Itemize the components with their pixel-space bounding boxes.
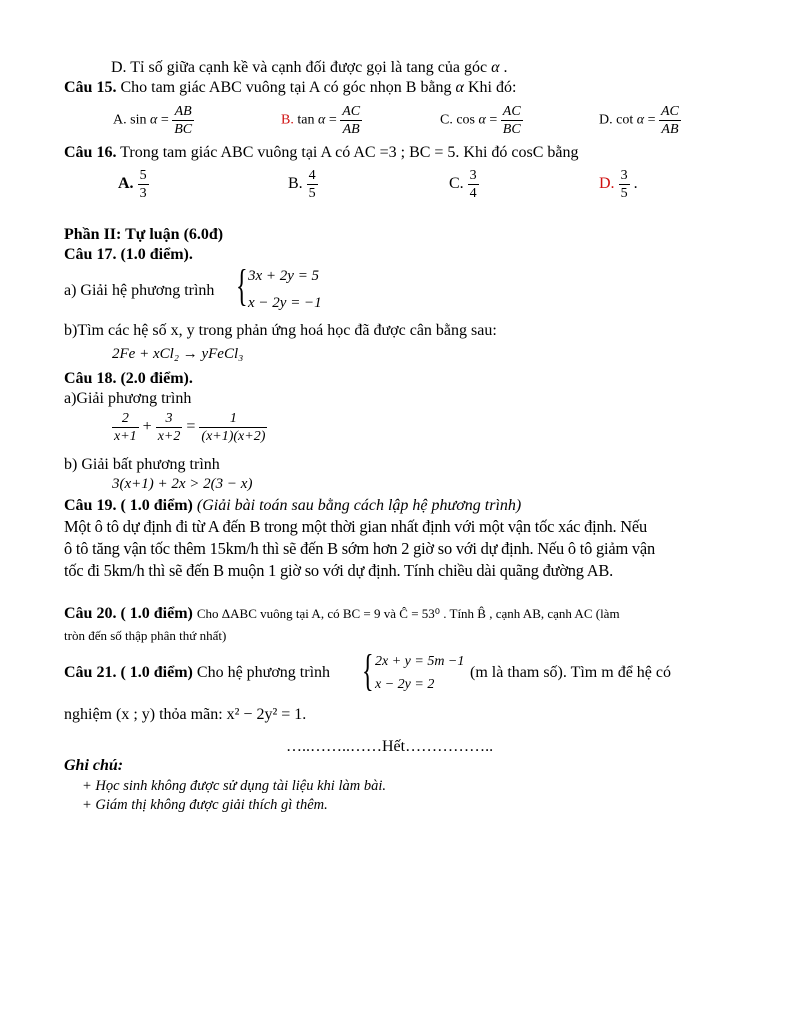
q16-option-c: C. $\frac{3}{4}$ bbox=[449, 168, 477, 201]
q16-c-fraction: $\frac{3}{4}$ bbox=[469, 168, 477, 201]
q16-stem bbox=[64, 144, 579, 162]
q21-tail: (m là tham số). Tìm m để hệ có bbox=[470, 664, 671, 681]
q18-title: Câu 18. (2.0 điểm). bbox=[64, 370, 193, 387]
q21-line2: nghiệm (x ; y) thỏa mãn: x² − 2y² = 1. bbox=[64, 706, 307, 723]
q18-inequality: 3(x+1) + 2x > 2(3 − x) bbox=[112, 476, 253, 492]
q19-header bbox=[64, 497, 521, 515]
q21-text: Cho hệ phương trình bbox=[196, 664, 331, 681]
q20-text2: tròn đến số thập phân thứ nhất) bbox=[64, 628, 227, 643]
part2-title: Phần II: Tự luận (6.0đ) bbox=[64, 226, 224, 243]
q17-a-text: a) Giải hệ phương trình bbox=[64, 282, 215, 299]
q16-option-b: B. $\frac{4}{5}$ bbox=[288, 168, 316, 201]
q20-title: Câu 20. ( 1.0 điểm) bbox=[64, 605, 193, 622]
q17-title: Câu 17. (1.0 điểm). bbox=[64, 246, 193, 263]
q20-line1 bbox=[64, 605, 620, 623]
q16-option-d: D. $\frac{3}{5}$ . bbox=[599, 168, 638, 201]
q21-eq2: x − 2y = 2 bbox=[375, 677, 435, 692]
q15-text-end: Khi đó: bbox=[467, 79, 517, 96]
end-marker: …..……..……Hết…………….. bbox=[286, 738, 494, 755]
q19-line1: Một ô tô dự định đi từ A đến B trong một thời gian nhất định với một vận tốc xác định. Nếu bbox=[64, 517, 647, 536]
q17-eq2: x − 2y = −1 bbox=[248, 295, 322, 311]
note-title: Ghi chú: bbox=[64, 757, 124, 774]
q15-option-a: A. sin α = $\frac{AB}{BC}$ bbox=[113, 104, 193, 137]
q15-option-b: B. tan α = $\frac{AC}{AB}$ bbox=[281, 104, 361, 137]
q15-b-fraction: $\frac{AC}{AB}$ bbox=[342, 104, 361, 137]
q15-stem: Câu 15. Cho tam giác ABC vuông tại A có góc nhọn B bằng α Khi đó: bbox=[64, 79, 517, 96]
q19-subtitle: (Giải bài toán sau bằng cách lập hệ phương trình) bbox=[196, 497, 522, 514]
q17-reaction: 2Fe + xCl₂ → yFeCl₃ bbox=[112, 346, 244, 362]
q17-eq1: 3x + 2y = 5 bbox=[248, 268, 320, 284]
q15-a-fraction: $\frac{AB}{BC}$ bbox=[174, 104, 193, 137]
q17-brace: { bbox=[236, 261, 248, 310]
q18-a-text: a)Giải phương trình bbox=[64, 390, 192, 407]
q15-option-c: C. cos α = $\frac{AC}{BC}$ bbox=[440, 104, 521, 137]
q14-option-d: D. Tỉ số giữa cạnh kề và cạnh đối được gọi là tang của góc α . bbox=[111, 59, 508, 76]
q16-a-fraction: $\frac{5}{3}$ bbox=[139, 168, 147, 201]
q19-line2: ô tô tăng vận tốc thêm 15km/h thì sẽ đến B sớm hơn 2 giờ so với dự định. Nếu ô tô giảm vận bbox=[64, 539, 655, 558]
q18-fraction-1: $\frac{2}{x+1}$ bbox=[114, 411, 137, 444]
q18-fraction-3: $\frac{1}{(x+1)(x+2)}$ bbox=[201, 411, 266, 444]
q16-option-a: A. $\frac{5}{3}$ bbox=[118, 168, 147, 201]
q15-d-fraction: $\frac{AC}{AB}$ bbox=[661, 104, 679, 137]
q17-b-text: b)Tìm các hệ số x, y trong phản ứng hoá học đã được cân bằng sau: bbox=[64, 322, 497, 339]
note-line2: + Giám thị không được giải thích gì thêm. bbox=[82, 797, 328, 813]
q15-option-d: D. cot α = $\frac{AC}{AB}$ bbox=[599, 104, 679, 137]
q18-b-text: b) Giải bất phương trình bbox=[64, 456, 220, 473]
q21-brace: { bbox=[362, 646, 374, 695]
q21-eq1: 2x + y = 5m −1 bbox=[375, 654, 465, 669]
q15-text: Cho tam giác ABC vuông tại A có góc nhọn B bằng bbox=[120, 79, 452, 96]
q15-label: Câu 15. bbox=[64, 79, 117, 96]
q21-line1 bbox=[64, 664, 330, 682]
q16-text: Trong tam giác ABC vuông tại A có AC =3 ; BC = 5. Khi đó cosC bằng bbox=[120, 144, 579, 161]
q18-equation: $\frac{2}{x+1}$ + $\frac{3}{x+2}$ = $\frac{1}{(x+1)(x+2)}$ bbox=[114, 411, 266, 444]
q16-label: Câu 16. bbox=[64, 144, 117, 161]
note-line1: + Học sinh không được sử dụng tài liệu khi làm bài. bbox=[82, 778, 386, 794]
q16-d-fraction: $\frac{3}{5}$ bbox=[620, 168, 628, 201]
q18-fraction-2: $\frac{3}{x+2}$ bbox=[157, 411, 181, 444]
q19-line3: tốc đi 5km/h thì sẽ đến B muộn 1 giờ so với dự định. Tính chiều dài quãng đường AB. bbox=[64, 561, 614, 580]
q21-title: Câu 21. ( 1.0 điểm) bbox=[64, 664, 193, 681]
q20-text1: Cho ΔABC vuông tại A, có BC = 9 và Ĉ = 53⁰ . Tính B̂ , cạnh AB, cạnh AC (làm bbox=[196, 606, 620, 621]
alpha-symbol: α bbox=[491, 59, 500, 76]
q16-b-fraction: $\frac{4}{5}$ bbox=[308, 168, 316, 201]
q15-c-fraction: $\frac{AC}{BC}$ bbox=[502, 104, 521, 137]
q19-title: Câu 19. ( 1.0 điểm) bbox=[64, 497, 193, 514]
